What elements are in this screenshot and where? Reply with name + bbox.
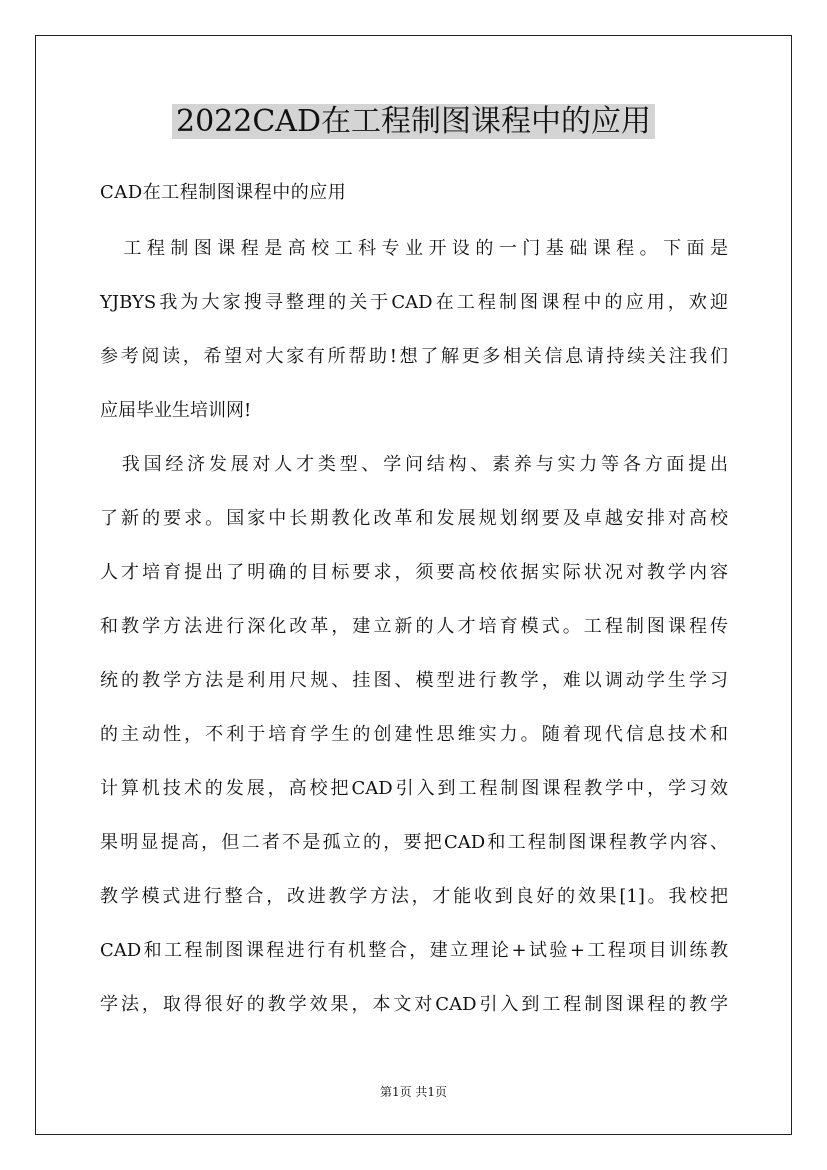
body-line-6: 了新的要求。国家中长期教化改革和发展规划纲要及卓越安排对高校 — [100, 508, 728, 529]
body-line-1: 工程制图课程是高校工科专业开设的一门基础课程。下面是 — [100, 238, 728, 259]
body-line-9: 统的教学方法是利用尺规、挂图、模型进行教学，难以调动学生学习 — [100, 670, 728, 691]
body-line-12: 果明显提高，但二者不是孤立的，要把CAD和工程制图课程教学内容、 — [100, 832, 728, 853]
body-line-5: 我国经济发展对人才类型、学问结构、素养与实力等各方面提出 — [100, 454, 728, 475]
body-line-13: 教学模式进行整合，改进教学方法，才能收到良好的效果[1]。我校把 — [100, 886, 728, 907]
body-line-2: YJBYS我为大家搜寻整理的关于CAD在工程制图课程中的应用，欢迎 — [100, 292, 728, 313]
document-title — [0, 100, 827, 144]
document-subtitle: CAD在工程制图课程中的应用 — [100, 182, 347, 203]
body-line-11: 计算机技术的发展，高校把CAD引入到工程制图课程教学中，学习效 — [100, 778, 728, 799]
document-title-text: 2022CAD在工程制图课程中的应用 — [172, 104, 655, 139]
body-line-15: 学法，取得很好的教学效果，本文对CAD引入到工程制图课程的教学 — [100, 994, 728, 1015]
body-line-10: 的主动性，不利于培育学生的创建性思维实力。随着现代信息技术和 — [100, 724, 728, 745]
body-line-7: 人才培育提出了明确的目标要求，须要高校依据实际状况对教学内容 — [100, 562, 728, 583]
body-line-14: CAD和工程制图课程进行有机整合，建立理论+试验+工程项目训练教 — [100, 940, 728, 961]
body-line-8: 和教学方法进行深化改革，建立新的人才培育模式。工程制图课程传 — [100, 616, 728, 637]
body-line-3: 参考阅读，希望对大家有所帮助!想了解更多相关信息请持续关注我们 — [100, 346, 728, 367]
page-footer: 第1页 共1页 — [379, 1085, 448, 1099]
body-line-4: 应届毕业生培训网! — [100, 400, 252, 421]
